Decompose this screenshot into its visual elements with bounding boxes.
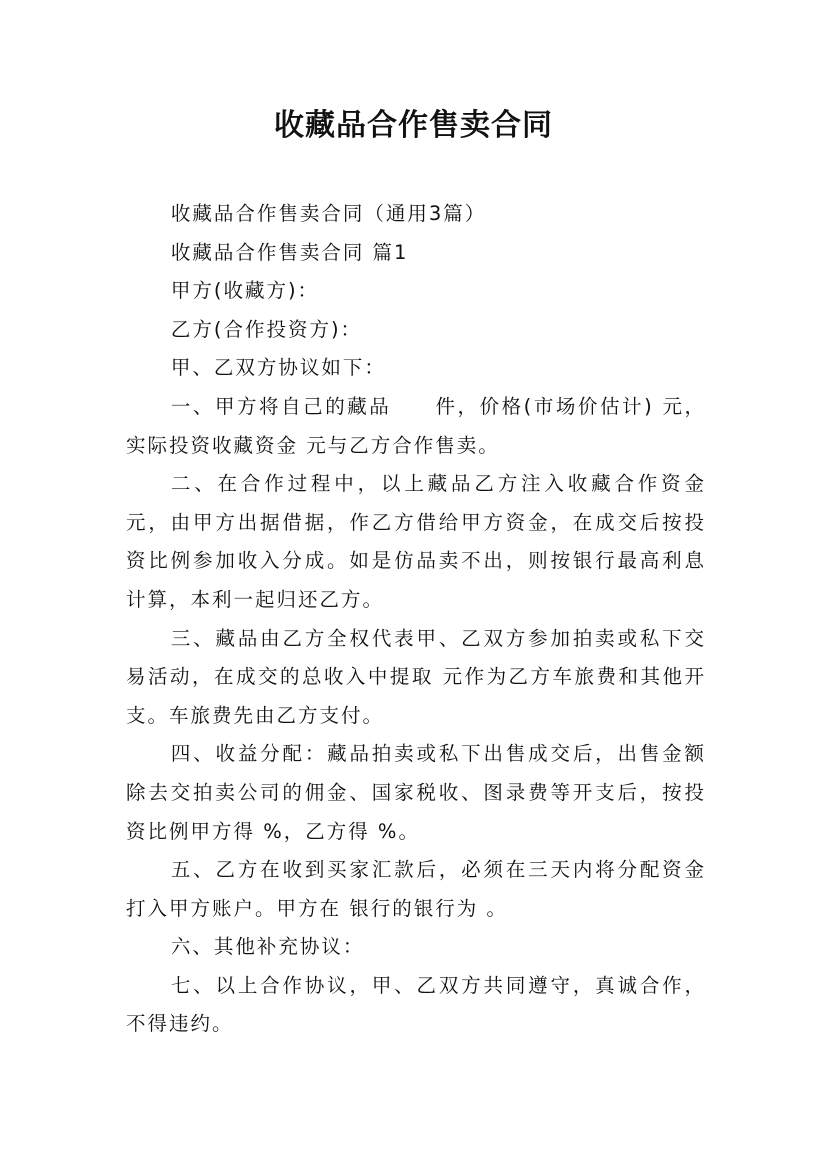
paragraph-part-heading: 收藏品合作售卖合同 篇1 [170,240,409,264]
paragraph-agreement-intro: 甲、乙双方协议如下： [170,356,386,380]
paragraph-party-b: 乙方(合作投资方)： [170,317,363,341]
paragraph-party-a: 甲方(收藏方)： [170,279,320,303]
paragraph-clause-3: 三、藏品由乙方全权代表甲、乙双方参加拍卖或私下交易活动，在成交的总收入中提取 元作为乙方车旅费和其他开支。车旅费先由乙方支付。 [126,626,706,727]
paragraph-clause-2: 二、在合作过程中，以上藏品乙方注入收藏合作资金元，由甲方出据借据，作乙方借给甲方资金，在成交后按投资比例参加收入分成。如是仿品卖不出，则按银行最高利息计算，本利一起归还乙方。 [126,472,706,611]
document-title: 收藏品合作售卖合同 [274,108,553,143]
paragraph-clause-1: 一、甲方将自己的藏品 件，价格(市场价估计) 元，实际投资收藏资金 元与乙方合作售卖。 [126,394,706,457]
paragraph-clause-5: 五、乙方在收到买家汇款后，必须在三天内将分配资金打入甲方账户。甲方在 银行的银行为 。 [126,858,706,920]
document-body [126,195,706,1044]
paragraph-subtitle: 收藏品合作售卖合同（通用3篇） [170,202,487,225]
paragraph-clause-6: 六、其他补充协议： [170,935,365,959]
paragraph-clause-4: 四、收益分配：藏品拍卖或私下出售成交后，出售金额除去交拍卖公司的佣金、国家税收、图录费等开支后，按投资比例甲方得 %，乙方得 %。 [126,742,706,843]
paragraph-clause-7: 七、以上合作协议，甲、乙双方共同遵守，真诚合作，不得违约。 [126,973,706,1036]
